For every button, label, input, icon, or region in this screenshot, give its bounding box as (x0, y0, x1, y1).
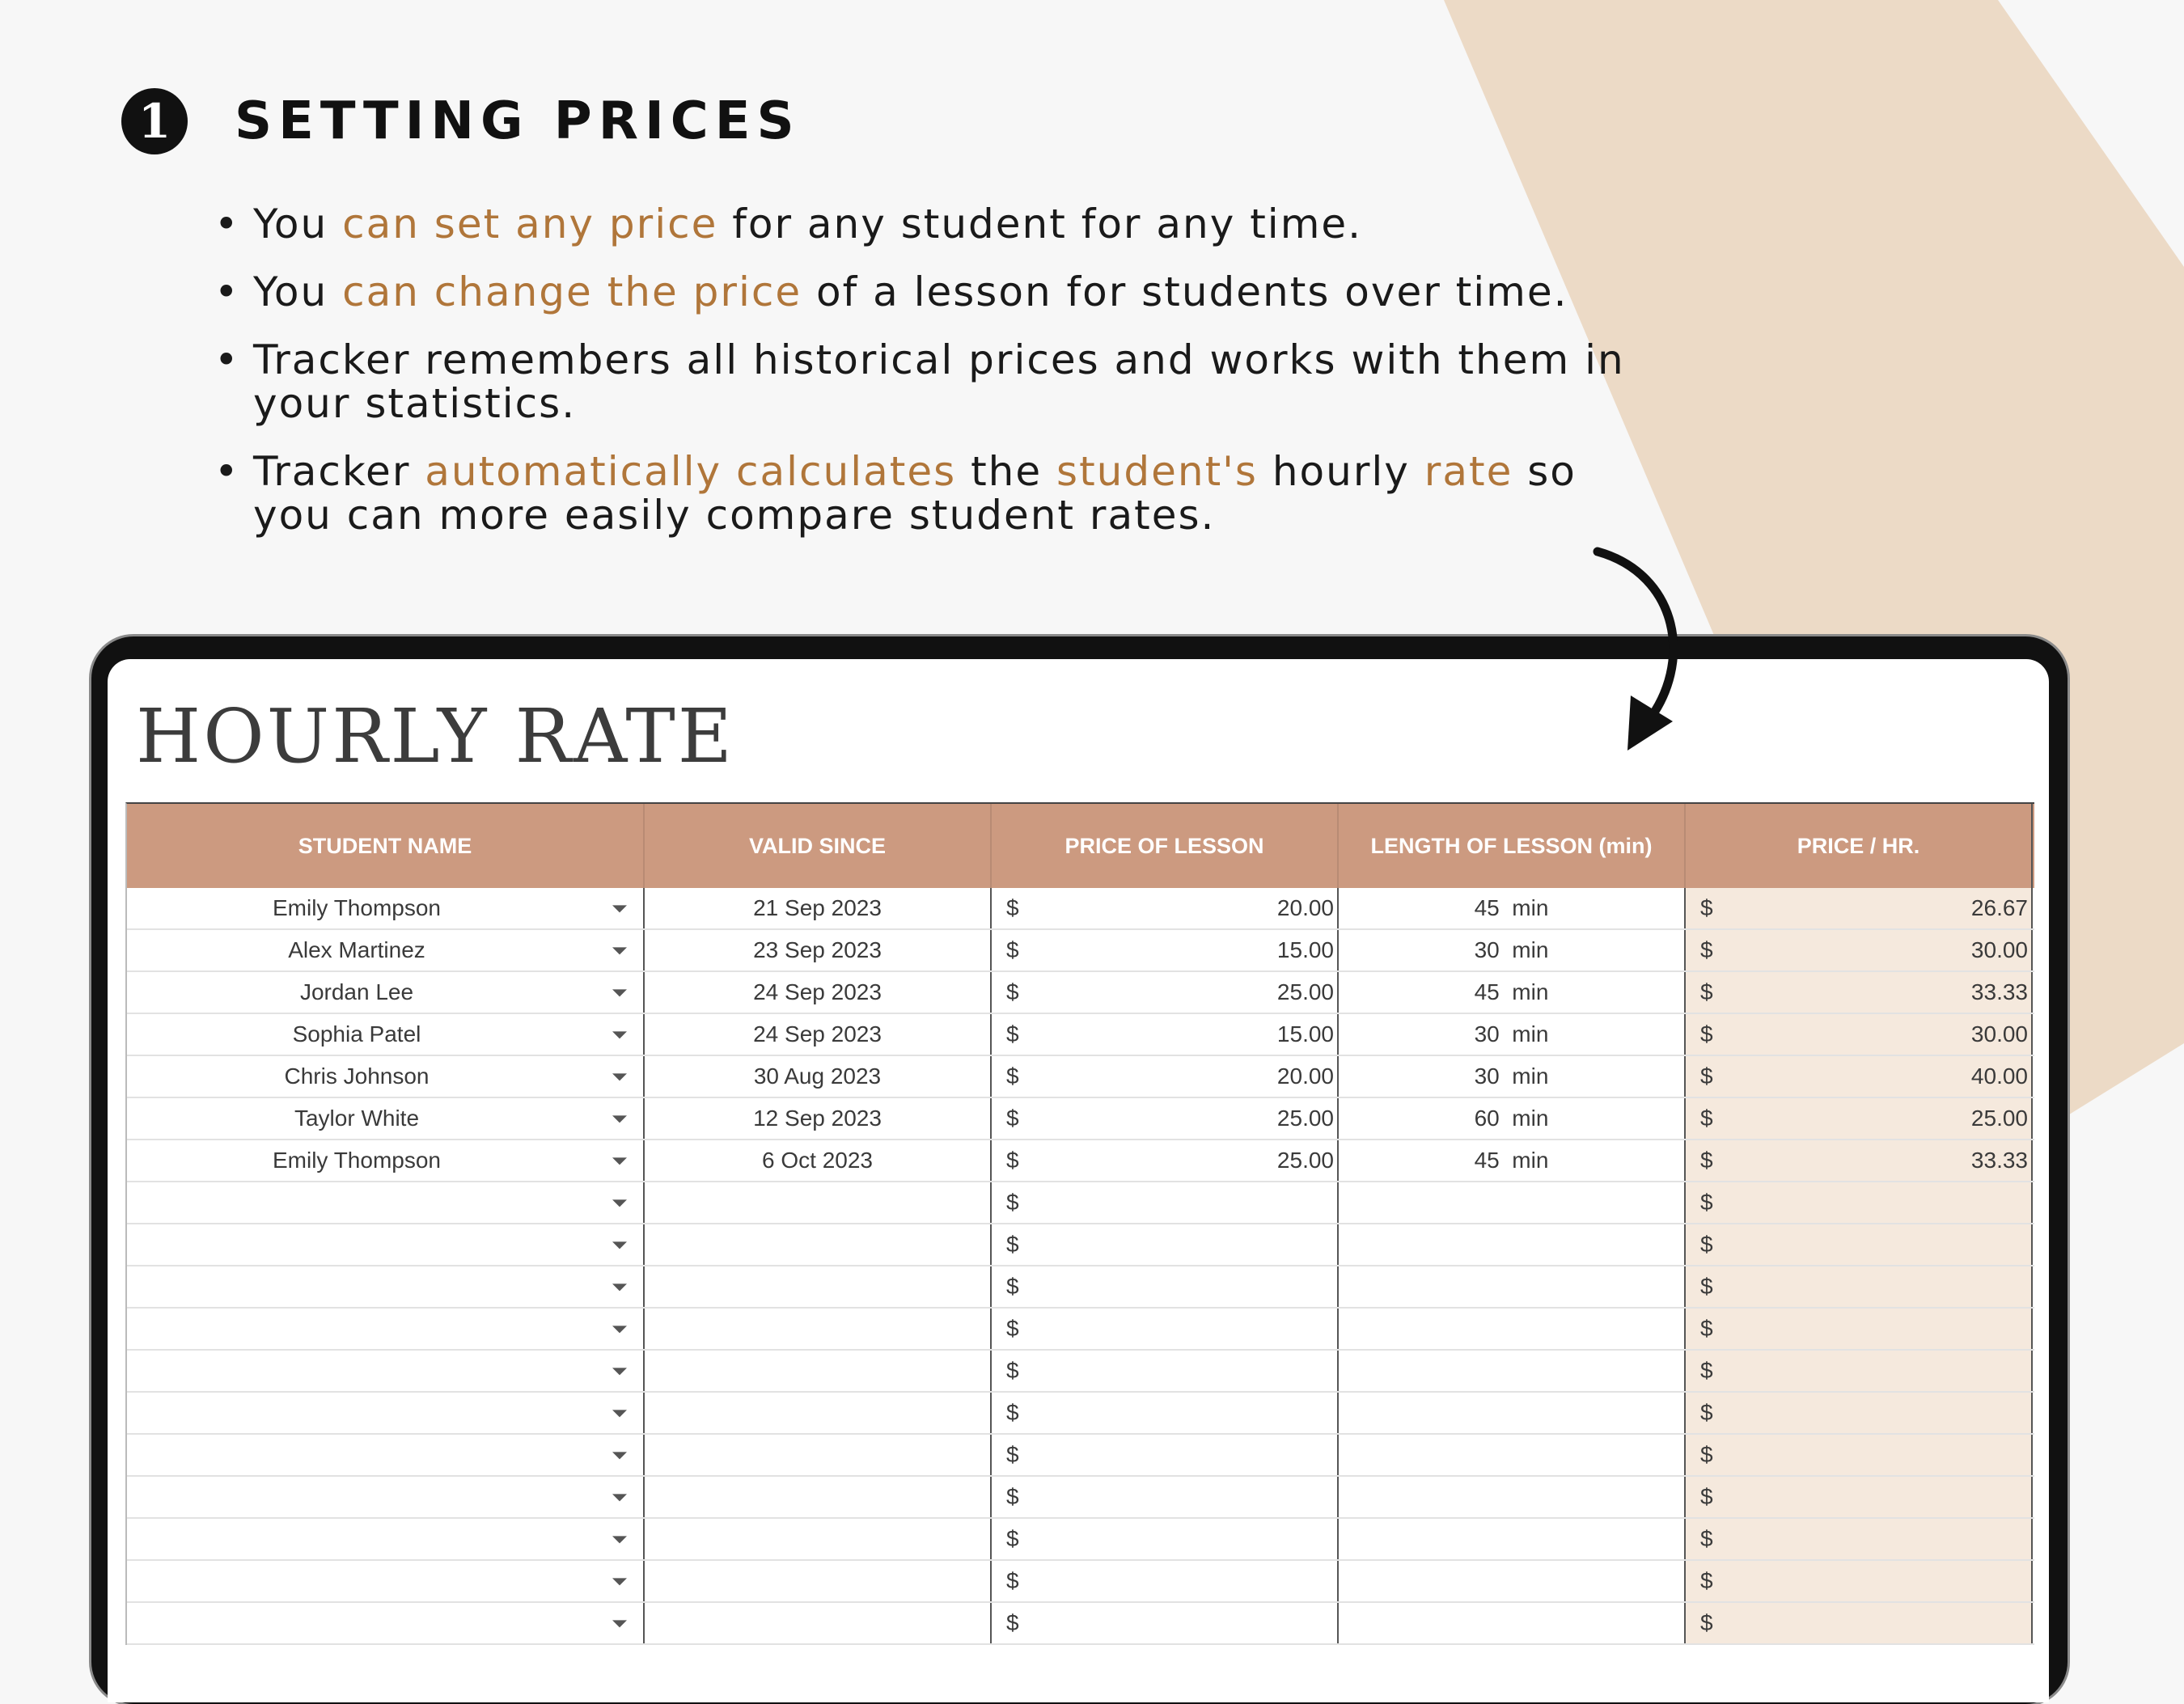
valid-since-cell[interactable] (645, 1140, 992, 1181)
dollar-sign: $ (1006, 895, 1019, 920)
price-per-hour-cell (1686, 1519, 2033, 1559)
lesson-price: 15.00 (1276, 937, 1334, 962)
price-per-hour-cell (1686, 1056, 2033, 1097)
bullet-text: of a lesson for students over time. (802, 268, 1568, 315)
dollar-sign: $ (1700, 1063, 1713, 1089)
price-per-hour-cell (1686, 1351, 2033, 1391)
highlight-text: can change the price (342, 268, 802, 315)
valid-since-cell[interactable] (645, 1393, 992, 1433)
student-name-cell[interactable] (127, 1519, 645, 1559)
dollar-sign: $ (1700, 1190, 1713, 1215)
student-name-cell[interactable] (127, 972, 645, 1013)
student-name-cell[interactable] (127, 1266, 645, 1307)
lesson-price: 25.00 (1276, 1106, 1334, 1131)
dollar-sign: $ (1700, 1610, 1713, 1635)
valid-since-cell[interactable] (645, 1519, 992, 1559)
lesson-length-value: 30 (1474, 1063, 1500, 1089)
highlight-text: rate (1424, 448, 1513, 495)
price-of-lesson-cell[interactable] (992, 1224, 1339, 1265)
bullet-text: for any student for any time. (717, 201, 1363, 247)
lesson-length-value: 45 (1474, 895, 1500, 920)
length-of-lesson-cell[interactable] (1339, 1140, 1686, 1181)
price-of-lesson-cell[interactable] (992, 1056, 1339, 1097)
bullet-text: You (253, 268, 343, 315)
price-of-lesson-cell[interactable] (992, 1014, 1339, 1055)
lesson-length-value: 45 (1474, 1148, 1500, 1173)
hourly-rate: 30.00 (1970, 1021, 2028, 1047)
dollar-sign: $ (1700, 1148, 1713, 1173)
length-of-lesson-cell[interactable] (1339, 1393, 1686, 1433)
length-unit: min (1512, 1148, 1549, 1173)
valid-since-cell[interactable] (645, 1309, 992, 1349)
dollar-sign: $ (1700, 937, 1713, 962)
step-number-badge: 1 (121, 88, 188, 154)
student-name: Alex Martinez (288, 937, 425, 962)
table-row (127, 1603, 2034, 1645)
bullet-item (214, 338, 1654, 425)
table-row (127, 1519, 2034, 1561)
dropdown-caret-icon[interactable] (612, 1199, 627, 1207)
valid-since-cell[interactable] (645, 1561, 992, 1601)
lesson-length (1339, 1063, 1684, 1089)
valid-since-cell[interactable] (645, 1351, 992, 1391)
dollar-sign: $ (1700, 1442, 1713, 1467)
student-name: Sophia Patel (292, 1021, 421, 1047)
price-per-hour-cell (1686, 1098, 2033, 1139)
col-header-student-name[interactable]: STUDENT NAME (127, 804, 645, 888)
valid-since-cell[interactable] (645, 1435, 992, 1475)
valid-since-date: 12 Sep 2023 (753, 1106, 882, 1131)
student-name-cell[interactable] (127, 1351, 645, 1391)
dollar-sign: $ (1006, 937, 1019, 962)
price-of-lesson-cell[interactable] (992, 1435, 1339, 1475)
price-per-hour-cell (1686, 1477, 2033, 1517)
bullet-text: Tracker remembers all historical prices and works with them in your statistics. (253, 336, 1625, 427)
hourly-rate: 26.67 (1970, 895, 2028, 920)
dollar-sign: $ (1700, 1400, 1713, 1425)
hourly-rate: 33.33 (1970, 979, 2028, 1004)
dropdown-caret-icon[interactable] (612, 1536, 627, 1543)
price-per-hour-cell (1686, 1435, 2033, 1475)
table-row (127, 1309, 2034, 1351)
table-row (127, 1477, 2034, 1519)
length-of-lesson-cell[interactable] (1339, 888, 1686, 928)
price-of-lesson-cell[interactable] (992, 1309, 1339, 1349)
student-name: Emily Thompson (272, 895, 441, 920)
dollar-sign: $ (1006, 1316, 1019, 1341)
length-of-lesson-cell[interactable] (1339, 1309, 1686, 1349)
table-row (127, 930, 2034, 972)
price-per-hour-cell (1686, 1182, 2033, 1223)
length-unit: min (1512, 1021, 1549, 1047)
dropdown-caret-icon[interactable] (612, 1157, 627, 1165)
sheet-title: HOURLY RATE (136, 693, 734, 780)
price-of-lesson-cell[interactable] (992, 1351, 1339, 1391)
bullet-text: the (956, 448, 1057, 495)
valid-since-date: 24 Sep 2023 (753, 979, 882, 1004)
dropdown-caret-icon[interactable] (612, 1368, 627, 1375)
lesson-length (1339, 979, 1684, 1005)
length-unit: min (1512, 979, 1549, 1004)
price-per-hour-cell (1686, 1014, 2033, 1055)
col-header-length-of-lesson[interactable]: LENGTH OF LESSON (min) (1339, 804, 1686, 888)
valid-since-cell[interactable] (645, 1098, 992, 1139)
price-per-hour-cell (1686, 1140, 2033, 1181)
length-unit: min (1512, 1106, 1549, 1131)
student-name-cell[interactable] (127, 888, 645, 928)
table-row (127, 972, 2034, 1014)
bullet-list (214, 202, 1654, 561)
dropdown-caret-icon[interactable] (612, 1494, 627, 1501)
dollar-sign: $ (1700, 1568, 1713, 1593)
dropdown-caret-icon[interactable] (612, 1031, 627, 1038)
dollar-sign: $ (1006, 1232, 1019, 1257)
dropdown-caret-icon[interactable] (612, 905, 627, 912)
lesson-length-value: 30 (1474, 937, 1500, 962)
price-per-hour-cell (1686, 1393, 2033, 1433)
price-per-hour-cell (1686, 1224, 2033, 1265)
student-name-cell[interactable] (127, 1056, 645, 1097)
price-per-hour-cell (1686, 1561, 2033, 1601)
length-of-lesson-cell[interactable] (1339, 1266, 1686, 1307)
lesson-price: 25.00 (1276, 1148, 1334, 1173)
lesson-length-value: 45 (1474, 979, 1500, 1004)
student-name: Chris Johnson (284, 1063, 430, 1089)
lesson-length (1339, 1106, 1684, 1131)
valid-since-date: 24 Sep 2023 (753, 1021, 882, 1047)
dollar-sign: $ (1700, 1106, 1713, 1131)
dollar-sign: $ (1700, 1316, 1713, 1341)
price-of-lesson-cell[interactable] (992, 1477, 1339, 1517)
length-of-lesson-cell[interactable] (1339, 1182, 1686, 1223)
valid-since-cell[interactable] (645, 1266, 992, 1307)
lesson-price: 15.00 (1276, 1021, 1334, 1047)
dropdown-caret-icon[interactable] (612, 1283, 627, 1291)
price-of-lesson-cell[interactable] (992, 888, 1339, 928)
highlight-text: can set any price (342, 201, 718, 247)
valid-since-cell[interactable] (645, 1477, 992, 1517)
dollar-sign: $ (1700, 1526, 1713, 1551)
student-name: Jordan Lee (299, 979, 414, 1004)
valid-since-date: 30 Aug 2023 (753, 1063, 882, 1089)
price-of-lesson-cell[interactable] (992, 1266, 1339, 1307)
dropdown-caret-icon[interactable] (612, 1115, 627, 1123)
hourly-rate: 40.00 (1970, 1063, 2028, 1089)
valid-since-cell[interactable] (645, 1014, 992, 1055)
price-per-hour-cell (1686, 1266, 2033, 1307)
valid-since-date: 6 Oct 2023 (762, 1148, 873, 1173)
lesson-length (1339, 1148, 1684, 1173)
dollar-sign: $ (1006, 1484, 1019, 1509)
dropdown-caret-icon[interactable] (612, 1241, 627, 1249)
bullet-text: Tracker (253, 448, 425, 495)
student-name-cell[interactable] (127, 1182, 645, 1223)
dollar-sign: $ (1006, 1190, 1019, 1215)
col-header-price-of-lesson[interactable]: PRICE OF LESSON (992, 804, 1339, 888)
bullet-text: so you can more easily compare student rates. (253, 448, 1577, 539)
table-header-row (127, 804, 2034, 888)
highlight-text: student's (1056, 448, 1258, 495)
dollar-sign: $ (1006, 1610, 1019, 1635)
dropdown-caret-icon[interactable] (612, 1578, 627, 1585)
price-of-lesson-cell[interactable] (992, 1098, 1339, 1139)
curved-arrow-icon (1585, 542, 1715, 760)
valid-since-cell[interactable] (645, 1182, 992, 1223)
dollar-sign: $ (1006, 1568, 1019, 1593)
length-of-lesson-cell[interactable] (1339, 1351, 1686, 1391)
price-per-hour-cell (1686, 972, 2033, 1013)
dollar-sign: $ (1006, 1526, 1019, 1551)
length-of-lesson-cell[interactable] (1339, 972, 1686, 1013)
lesson-length-value: 60 (1474, 1106, 1500, 1131)
student-name-cell[interactable] (127, 1309, 645, 1349)
student-name-cell[interactable] (127, 1435, 645, 1475)
dollar-sign: $ (1006, 979, 1019, 1004)
valid-since-cell[interactable] (645, 1224, 992, 1265)
dollar-sign: $ (1700, 1021, 1713, 1047)
dollar-sign: $ (1700, 1274, 1713, 1299)
length-unit: min (1512, 937, 1549, 962)
dropdown-caret-icon[interactable] (612, 989, 627, 996)
dollar-sign: $ (1006, 1442, 1019, 1467)
dropdown-caret-icon[interactable] (612, 1452, 627, 1459)
dollar-sign: $ (1006, 1358, 1019, 1383)
table-row (127, 1182, 2034, 1224)
price-of-lesson-cell[interactable] (992, 1519, 1339, 1559)
table-row (127, 1351, 2034, 1393)
section-heading (121, 87, 801, 155)
table-row (127, 1435, 2034, 1477)
valid-since-date: 23 Sep 2023 (753, 937, 882, 962)
length-unit: min (1512, 1063, 1549, 1089)
table-row (127, 1014, 2034, 1056)
lesson-length (1339, 1021, 1684, 1047)
dropdown-caret-icon[interactable] (612, 947, 627, 954)
student-name-cell[interactable] (127, 1477, 645, 1517)
table-row (127, 1224, 2034, 1266)
dropdown-caret-icon[interactable] (612, 1410, 627, 1417)
student-name: Taylor White (294, 1106, 420, 1131)
table-row (127, 1266, 2034, 1309)
dollar-sign: $ (1700, 895, 1713, 920)
price-of-lesson-cell[interactable] (992, 1561, 1339, 1601)
student-name-cell[interactable] (127, 1098, 645, 1139)
hourly-rate: 33.33 (1970, 1148, 2028, 1173)
price-of-lesson-cell[interactable] (992, 972, 1339, 1013)
student-name-cell[interactable] (127, 1014, 645, 1055)
lesson-length (1339, 895, 1684, 921)
student-name: Emily Thompson (272, 1148, 441, 1173)
length-of-lesson-cell[interactable] (1339, 1224, 1686, 1265)
dropdown-caret-icon[interactable] (612, 1073, 627, 1080)
length-of-lesson-cell[interactable] (1339, 1477, 1686, 1517)
length-of-lesson-cell[interactable] (1339, 1519, 1686, 1559)
bullet-item (214, 270, 1654, 314)
spreadsheet-screen (108, 659, 2049, 1702)
dollar-sign: $ (1006, 1021, 1019, 1047)
length-unit: min (1512, 895, 1549, 920)
lesson-length-value: 30 (1474, 1021, 1500, 1047)
hourly-rate: 30.00 (1970, 937, 2028, 962)
valid-since-cell[interactable] (645, 888, 992, 928)
price-of-lesson-cell[interactable] (992, 1140, 1339, 1181)
table-row (127, 1140, 2034, 1182)
dollar-sign: $ (1006, 1106, 1019, 1131)
price-per-hour-cell (1686, 1309, 2033, 1349)
length-of-lesson-cell[interactable] (1339, 1098, 1686, 1139)
lesson-price: 20.00 (1276, 1063, 1334, 1089)
dollar-sign: $ (1006, 1148, 1019, 1173)
price-per-hour-cell (1686, 888, 2033, 928)
student-name-cell[interactable] (127, 1140, 645, 1181)
student-name-cell[interactable] (127, 1561, 645, 1601)
lesson-price: 25.00 (1276, 979, 1334, 1004)
length-of-lesson-cell[interactable] (1339, 1435, 1686, 1475)
bullet-text: hourly (1257, 448, 1424, 495)
table-row (127, 888, 2034, 930)
price-of-lesson-cell[interactable] (992, 1182, 1339, 1223)
dollar-sign: $ (1006, 1063, 1019, 1089)
hourly-rate-table (125, 802, 2034, 1645)
hourly-rate: 25.00 (1970, 1106, 2028, 1131)
valid-since-cell[interactable] (645, 1056, 992, 1097)
section-title: SETTING PRICES (235, 91, 801, 151)
table-row (127, 1561, 2034, 1603)
table-row (127, 1056, 2034, 1098)
lesson-length (1339, 937, 1684, 963)
student-name-cell[interactable] (127, 930, 645, 970)
dollar-sign: $ (1700, 979, 1713, 1004)
price-of-lesson-cell[interactable] (992, 930, 1339, 970)
price-of-lesson-cell[interactable] (992, 1393, 1339, 1433)
col-header-valid-since[interactable]: VALID SINCE (645, 804, 992, 888)
col-header-price-per-hour[interactable]: PRICE / HR. (1686, 804, 2033, 888)
valid-since-date: 21 Sep 2023 (753, 895, 882, 920)
dollar-sign: $ (1006, 1274, 1019, 1299)
price-per-hour-cell (1686, 930, 2033, 970)
length-of-lesson-cell[interactable] (1339, 1014, 1686, 1055)
lesson-price: 20.00 (1276, 895, 1334, 920)
student-name-cell[interactable] (127, 1393, 645, 1433)
bullet-text: You (253, 201, 343, 247)
valid-since-cell[interactable] (645, 972, 992, 1013)
dropdown-caret-icon[interactable] (612, 1326, 627, 1333)
length-of-lesson-cell[interactable] (1339, 1056, 1686, 1097)
table-row (127, 1393, 2034, 1435)
dollar-sign: $ (1700, 1232, 1713, 1257)
length-of-lesson-cell[interactable] (1339, 930, 1686, 970)
length-of-lesson-cell[interactable] (1339, 1561, 1686, 1601)
valid-since-cell[interactable] (645, 930, 992, 970)
bullet-item (214, 202, 1654, 246)
dollar-sign: $ (1700, 1484, 1713, 1509)
table-row (127, 1098, 2034, 1140)
student-name-cell[interactable] (127, 1224, 645, 1265)
dollar-sign: $ (1006, 1400, 1019, 1425)
dropdown-caret-icon[interactable] (612, 1620, 627, 1627)
highlight-text: automatically calculates (425, 448, 957, 495)
bullet-item (214, 450, 1654, 537)
dollar-sign: $ (1700, 1358, 1713, 1383)
